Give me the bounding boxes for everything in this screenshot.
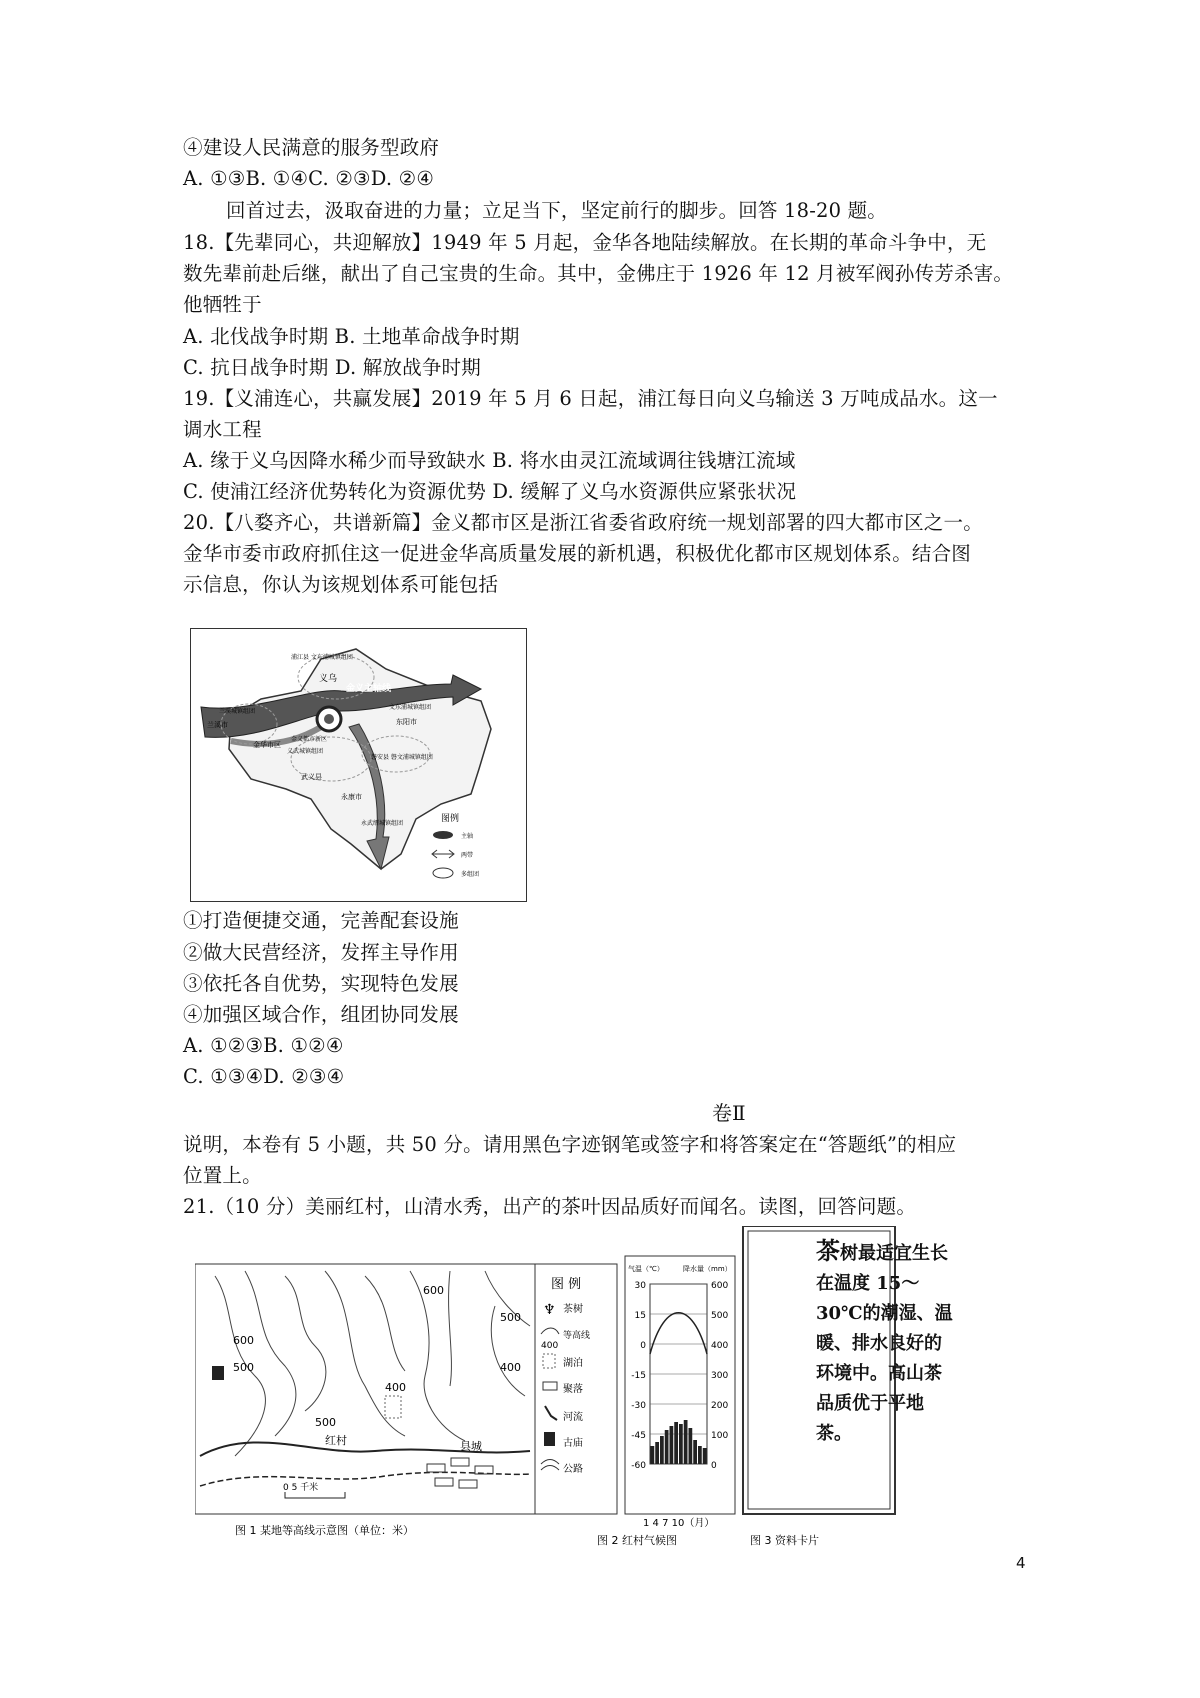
info-card-body: 树最适宜生长在温度 15～30℃的潮湿、温暖、排水良好的环境中。高山茶品质优于平地茶。 — [816, 1243, 953, 1444]
precip-tick-label: 200 — [711, 1401, 729, 1411]
question-19-stem-2: 调水工程 — [183, 418, 262, 441]
legend-item: 等高线 — [563, 1331, 591, 1341]
contour-label: 500 — [233, 1361, 254, 1374]
answer-options-17: A. ①③B. ①④C. ②③D. ②④ — [183, 167, 435, 190]
contour-label: 400 — [500, 1361, 521, 1374]
contour-label: 500 — [315, 1416, 336, 1429]
precip-bar — [698, 1446, 702, 1464]
map-drawing — [191, 629, 526, 901]
place-hongcun: 红村 — [325, 1434, 347, 1447]
figure-1-caption: 图 1 某地等高线示意图（单位：米） — [235, 1524, 414, 1537]
contour-map-frame — [195, 1264, 535, 1514]
option-text: ④建设人民满意的服务型政府 — [183, 136, 440, 159]
legend-contour-value: 400 — [541, 1341, 559, 1351]
section-intro: 回首过去，汲取奋进的力量；立足当下，坚定前行的脚步。回答 18-20 题。 — [226, 199, 888, 222]
info-card-text — [816, 1236, 956, 1449]
legend-item: 古庙 — [563, 1438, 583, 1449]
legend-item: 茶树 — [563, 1304, 583, 1315]
precip-tick-label: 600 — [711, 1281, 729, 1291]
temp-axis-label: 气温（℃） — [628, 1265, 664, 1273]
precip-bar — [655, 1442, 659, 1464]
volume-2-note-2: 位置上。 — [183, 1164, 262, 1187]
map-legend-item: 两带 — [461, 852, 474, 859]
figure-3-caption: 图 3 资料卡片 — [750, 1534, 819, 1546]
precip-bar — [651, 1446, 655, 1464]
question-20-stem-1: 20.【八婺齐心，共谱新篇】金义都市区是浙江省委省政府统一规划部署的四大都市区之一。 — [183, 511, 983, 534]
question-18-options-2: C. 抗日战争时期 D. 解放战争时期 — [183, 356, 481, 379]
legend-item: 湖泊 — [563, 1358, 583, 1369]
temp-tick-label: -60 — [631, 1461, 646, 1471]
statement-1: ①打造便捷交通，完善配套设施 — [183, 909, 459, 932]
map-label-lanxi: 兰溪市 — [207, 721, 228, 729]
tea-tree-icon: ♆ — [543, 1302, 556, 1318]
temp-tick-label: -30 — [631, 1401, 646, 1411]
question-19-options-1: A. 缘于义乌因降水稀少而导致缺水 B. 将水由灵江流域调往钱塘江流域 — [183, 449, 796, 472]
precip-bar — [674, 1422, 678, 1464]
question-19-options-2: C. 使浦江经济优势转化为资源优势 D. 缓解了义乌水资源供应紧张状况 — [183, 480, 797, 503]
question-20-options-2: C. ①③④D. ②③④ — [183, 1065, 345, 1088]
info-card-big-char: 茶 — [816, 1236, 840, 1265]
contour-label: 600 — [233, 1334, 254, 1347]
scale-label: 0 5 千米 — [283, 1483, 319, 1493]
precip-bar — [670, 1426, 674, 1464]
temple-marker — [212, 1366, 224, 1380]
legend-group-icon — [433, 868, 453, 878]
question-19-stem-1: 19.【义浦连心，共赢发展】2019 年 5 月 6 日起，浦江每日向义乌输送 3 万吨成品水。这一 — [183, 387, 998, 410]
question-20-stem-2: 金华市委市政府抓住这一促进金华高质量发展的新机遇，积极优化都市区规划体系。结合图 — [183, 542, 972, 565]
precip-tick-label: 300 — [711, 1371, 729, 1381]
legend-main-axis-icon — [433, 831, 453, 839]
legend-item: 公路 — [563, 1464, 583, 1475]
city-center-dot — [324, 714, 334, 724]
map-label-wuyi: 武义县 — [301, 773, 322, 781]
legend-item: 河流 — [563, 1412, 583, 1423]
map-label-group: 义武城镇组团 — [287, 748, 324, 755]
climate-chart-frame — [625, 1256, 735, 1514]
precip-tick-label: 500 — [711, 1311, 729, 1321]
volume-2-title: 卷Ⅱ — [712, 1101, 746, 1125]
map-label-group: 文东浦城镇组团 — [389, 704, 432, 711]
legend-title: 图 例 — [551, 1277, 582, 1292]
figure-2-caption: 图 2 红村气候图 — [597, 1534, 677, 1546]
legend-belt-icon — [432, 850, 454, 858]
jinyi-planning-map — [190, 628, 527, 902]
contour-label: 400 — [385, 1381, 406, 1394]
page-number: 4 — [1016, 1554, 1026, 1572]
map-legend-item: 主轴 — [461, 833, 474, 840]
legend-item: 聚落 — [563, 1384, 583, 1395]
map-label-jinhua: 金华市区 — [253, 741, 281, 749]
precip-bar — [693, 1440, 697, 1464]
temp-tick-label: -15 — [631, 1371, 646, 1381]
precip-bar — [703, 1448, 707, 1464]
statement-3: ③依托各自优势，实现特色发展 — [183, 972, 459, 995]
temp-tick-label: 30 — [634, 1281, 646, 1291]
question-20-options-1: A. ①②③B. ①②④ — [183, 1034, 344, 1057]
question-20-stem-3: 示信息，你认为该规划体系可能包括 — [183, 573, 499, 596]
temp-tick-label: 15 — [634, 1311, 646, 1321]
volume-2-note-1: 说明，本卷有 5 小题，共 50 分。请用黑色字迹钢笔或签字和将答案定在“答题纸”的相应 — [183, 1133, 957, 1156]
map-label-axis: 金义主轴线 — [346, 684, 392, 694]
map-label-dongyang: 东阳市 — [396, 718, 417, 726]
map-label-group: 磐安县 磐文浦城镇组团 — [371, 754, 433, 761]
place-xiancheng: 县城 — [460, 1440, 482, 1453]
question-18-stem-2: 数先辈前赴后继，献出了自己宝贵的生命。其中，金佛庄于 1926 年 12 月被军阀孙传芳杀害。 — [183, 262, 1014, 285]
precip-axis-label: 降水量（mm） — [683, 1265, 732, 1273]
question-18-stem-1: 18.【先辈同心，共迎解放】1949 年 5 月起，金华各地陆续解放。在长期的革命斗争中，无 — [183, 231, 987, 254]
temp-tick-label: 0 — [640, 1341, 646, 1351]
precip-bar — [679, 1424, 683, 1464]
map-legend-title: 图例 — [441, 814, 460, 824]
question-21-stem: 21.（10 分）美丽红村，山清水秀，出产的茶叶因品质好而闻名。读图，回答问题。 — [183, 1195, 917, 1218]
contour-label: 500 — [500, 1311, 521, 1324]
precip-bar — [660, 1436, 664, 1464]
question-18-stem-3: 他牺牲于 — [183, 293, 262, 316]
statement-2: ②做大民营经济，发挥主导作用 — [183, 941, 459, 964]
contour-label: 600 — [423, 1284, 444, 1297]
precip-tick-label: 0 — [711, 1461, 717, 1471]
map-label-pujiang: 浦江县 文东浦城镇组团 — [291, 654, 353, 661]
temple-icon — [544, 1432, 555, 1446]
precip-tick-label: 100 — [711, 1431, 729, 1441]
precip-bar — [689, 1428, 693, 1464]
precip-tick-label: 400 — [711, 1341, 729, 1351]
map-label-group: 兰溪城镇组团 — [219, 708, 256, 715]
map-label-group: 金义都市新区 — [291, 736, 328, 743]
temp-tick-label: -45 — [631, 1431, 646, 1441]
question-18-options-1: A. 北伐战争时期 B. 土地革命战争时期 — [183, 325, 520, 348]
statement-4: ④加强区域合作，组团协同发展 — [183, 1003, 459, 1026]
precip-bar — [684, 1420, 688, 1464]
map-label-yongkang: 永康市 — [341, 793, 362, 801]
precip-bar — [665, 1430, 669, 1464]
map-legend-item: 多组团 — [461, 871, 480, 878]
map-label-group: 永武缙城镇组团 — [361, 820, 404, 827]
map-label-yi: 义乌 — [319, 674, 338, 684]
month-ticks: 1 4 7 10（月） — [643, 1518, 715, 1529]
